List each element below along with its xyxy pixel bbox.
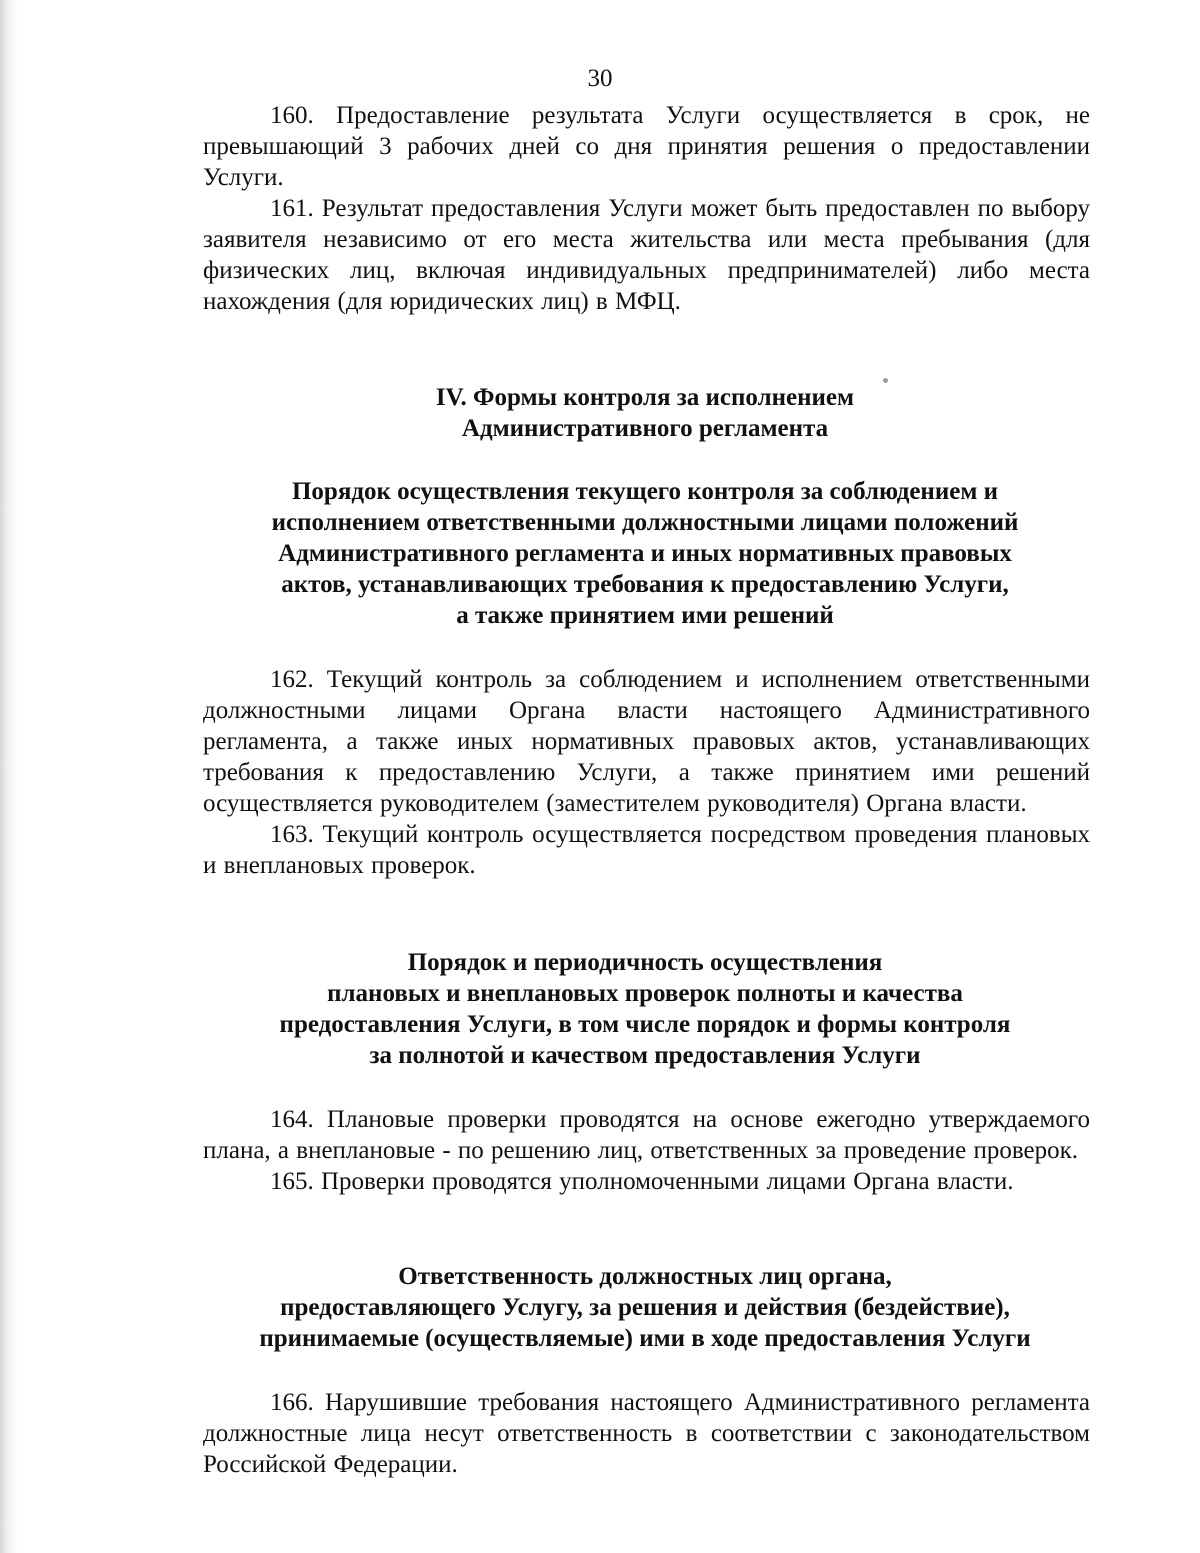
- paragraph-160: 160. Предоставление результата Услуги осуществляется в срок, не превышающий 3 рабочих дней со дня принятия решения о предоставлении Услуги.: [203, 102, 1090, 191]
- section-heading-iv: [150, 382, 1140, 444]
- paragraph-161: 161. Результат предоставления Услуги может быть предоставлен по выбору заявителя независимо от его места жительства или места пребывания (для физических лиц, включая индивидуальных предпринимателей) либо места нахождения (для юридических лиц) в МФЦ.: [203, 195, 1090, 315]
- subheading-line: за полнотой и качеством предоставления Услуги: [369, 1042, 921, 1069]
- page-number: 30: [587, 65, 613, 92]
- subheading-line: актов, устанавливающих требования к предоставлению Услуги,: [281, 571, 1009, 598]
- paragraph-162: 162. Текущий контроль за соблюдением и исполнением ответственными должностными лицами Органа власти настоящего Административного регламента, а также иных нормативных правовых актов, устанавливающих требования к предоставлению Услуги, а также принятием ими решений осуществляется руководителем (заместителем руководителя) Органа власти.: [203, 666, 1090, 817]
- paragraph-group-mid: [203, 664, 1090, 881]
- subheading-line: принимаемые (осуществляемые) ими в ходе предоставления Услуги: [259, 1325, 1031, 1352]
- subheading-current-control: [150, 476, 1140, 631]
- subheading-line: предоставляющего Услугу, за решения и действия (бездействие),: [280, 1294, 1010, 1321]
- paragraph-163: 163. Текущий контроль осуществляется посредством проведения плановых и внеплановых проверок.: [203, 821, 1090, 879]
- paragraph-165: 165. Проверки проводятся уполномоченными лицами Органа власти.: [270, 1168, 1014, 1195]
- section-heading-line: Административного регламента: [461, 415, 829, 442]
- subheading-line: Административного регламента и иных нормативных правовых: [278, 540, 1012, 567]
- section-heading-line: IV. Формы контроля за исполнением: [435, 384, 855, 411]
- paragraph-group-low: [203, 1104, 1090, 1197]
- subheading-line: Ответственность должностных лиц органа,: [398, 1263, 892, 1290]
- subheading-responsibility: [150, 1261, 1140, 1354]
- subheading-line: плановых и внеплановых проверок полноты и качества: [327, 980, 963, 1007]
- subheading-line: исполнением ответственными должностными лицами положений: [271, 509, 1019, 536]
- subheading-line: а также принятием ими решений: [456, 602, 834, 629]
- subheading-inspections: [150, 947, 1140, 1071]
- paragraph-group-top: [203, 100, 1090, 317]
- scan-left-edge: [0, 0, 18, 1553]
- subheading-line: предоставления Услуги, в том числе порядок и формы контроля: [279, 1011, 1011, 1038]
- subheading-line: Порядок осуществления текущего контроля за соблюдением и: [291, 478, 999, 505]
- paragraph-164: 164. Плановые проверки проводятся на основе ежегодно утверждаемого плана, а внеплановые - по решению лиц, ответственных за проведение проверок.: [203, 1106, 1090, 1164]
- paragraph-166: 166. Нарушившие требования настоящего Административного регламента должностные лица несут ответственность в соответствии с законодательством Российской Федерации.: [203, 1389, 1090, 1478]
- subheading-line: Порядок и периодичность осуществления: [407, 949, 883, 976]
- paragraph-group-end: [203, 1387, 1090, 1480]
